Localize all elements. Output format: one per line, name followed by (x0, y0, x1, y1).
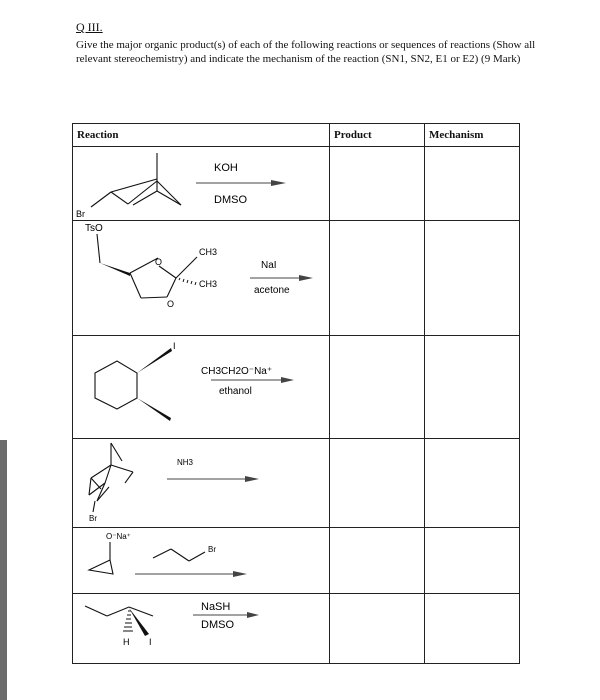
leaving-group-label: Br (89, 514, 97, 523)
mechanism-cell[interactable] (425, 336, 520, 439)
alkane-skeleton (85, 606, 153, 616)
product-cell[interactable] (330, 594, 425, 664)
alkoxide-label: O⁻Na⁺ (106, 532, 131, 541)
product-cell[interactable] (330, 221, 425, 336)
hashed-bond (179, 278, 196, 285)
reaction-5-diagram (73, 528, 329, 593)
methyl-label: CH3 (199, 279, 218, 289)
table-row (73, 528, 520, 594)
alkyl-halide-skeleton (153, 549, 205, 561)
reaction-table (72, 123, 520, 664)
leaving-group-label: TsO (85, 223, 103, 234)
wedge-bond (137, 398, 171, 421)
solvent-label: ethanol (219, 386, 252, 397)
reaction-cell (73, 147, 330, 221)
reagent-label: NH3 (177, 458, 194, 467)
question-header (76, 20, 536, 66)
table-row (73, 336, 520, 439)
wedge-bond (137, 348, 172, 373)
mechanism-cell[interactable] (425, 594, 520, 664)
table-row (73, 221, 520, 336)
reaction-cell (73, 221, 330, 336)
mechanism-cell[interactable] (425, 147, 520, 221)
reaction-2-diagram (73, 221, 329, 335)
wedge-bond (129, 608, 149, 636)
cyclopropane-skeleton (89, 542, 113, 574)
header-product: Product (330, 124, 425, 147)
reaction-4-diagram (73, 439, 329, 527)
reaction-6-diagram (73, 594, 329, 663)
reagent-label: NaI (261, 260, 277, 271)
leaving-group-label: Br (76, 209, 85, 219)
arrow-head-icon (281, 377, 294, 383)
reaction-3-diagram (73, 336, 329, 438)
arrow-head-icon (271, 180, 286, 186)
reaction-cell (73, 528, 330, 594)
solvent-label: DMSO (201, 619, 234, 631)
arrow-head-icon (233, 571, 247, 577)
product-cell[interactable] (330, 336, 425, 439)
product-cell[interactable] (330, 439, 425, 528)
ring-oxygen-label: O (155, 257, 163, 267)
mechanism-cell[interactable] (425, 528, 520, 594)
bicyclic-skeleton (91, 153, 181, 207)
solvent-label: DMSO (214, 194, 247, 206)
table-row (73, 147, 520, 221)
mechanism-cell[interactable] (425, 221, 520, 336)
arrow-head-icon (299, 275, 313, 281)
product-cell[interactable] (330, 147, 425, 221)
leaving-group-label: I (173, 341, 176, 351)
hydrogen-label: H (123, 637, 130, 647)
cyclohexane-ring (95, 361, 137, 409)
leaving-group-label: Br (208, 545, 216, 554)
table-header-row (73, 124, 520, 147)
reagent-label: NaSH (201, 601, 231, 613)
ring-oxygen-label: O (167, 299, 175, 309)
reaction-cell (73, 594, 330, 664)
question-number: Q III. (76, 20, 103, 34)
solvent-label: acetone (254, 285, 290, 296)
table-row (73, 439, 520, 528)
reagent-label: KOH (214, 162, 238, 174)
bicyclic-skeleton (89, 443, 133, 512)
product-cell[interactable] (330, 528, 425, 594)
arrow-head-icon (247, 612, 259, 618)
reaction-cell (73, 439, 330, 528)
dioxolane-skeleton (97, 234, 197, 298)
iodine-label: I (149, 637, 152, 647)
methyl-label: CH3 (199, 247, 218, 257)
reaction-cell (73, 336, 330, 439)
mechanism-cell[interactable] (425, 439, 520, 528)
header-mechanism: Mechanism (425, 124, 520, 147)
arrow-head-icon (245, 476, 259, 482)
hashed-bond (123, 611, 133, 631)
table-row (73, 594, 520, 664)
scrollbar[interactable] (0, 440, 7, 700)
reagent-label: CH3CH2O⁻Na⁺ (201, 366, 273, 377)
wedge-bond (100, 263, 130, 276)
question-instructions: Give the major organic product(s) of each of the following reactions or sequences of reactions (Show all relevant stereochemistry) and indicate the mechanism of the reaction (SN1, SN2, E1 or E2) (9 Mark) (76, 39, 536, 65)
reaction-1-diagram (73, 147, 329, 220)
header-reaction: Reaction (73, 124, 330, 147)
